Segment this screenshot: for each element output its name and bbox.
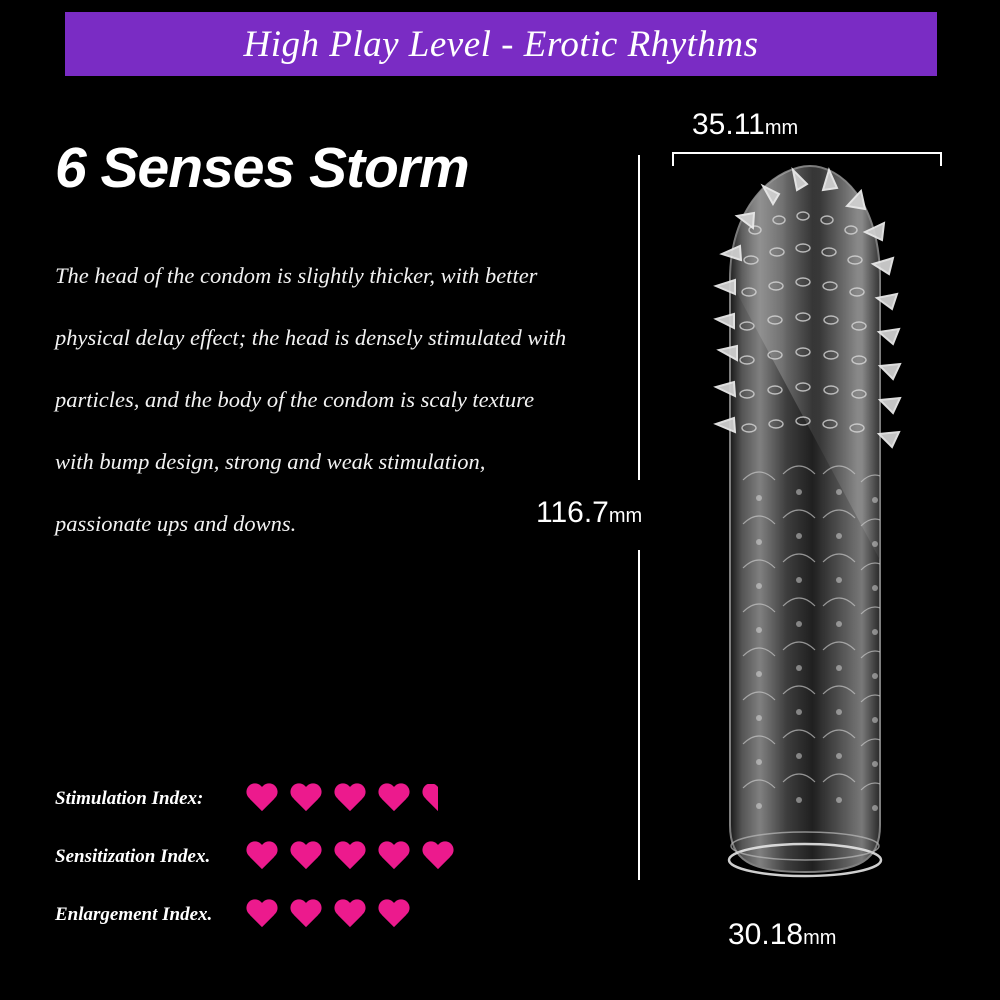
dimension-top-line: [672, 152, 942, 154]
index-row-sensitization: [55, 828, 575, 886]
dimension-bottom-value: 30.18: [728, 918, 804, 951]
heart-rating-sensitization: [245, 842, 455, 872]
index-ratings: [55, 770, 575, 944]
heart-half-icon: [421, 784, 438, 814]
textured-sleeve-illustration: [655, 160, 935, 885]
product-info-column: [55, 136, 615, 555]
heart-rating-stimulation: [245, 784, 438, 814]
heart-icon: [333, 784, 367, 814]
index-label: Stimulation Index:: [55, 788, 204, 809]
dimension-top-value: 35.11: [692, 108, 765, 141]
dimension-top-unit: mm: [764, 117, 799, 139]
heart-icon: [333, 842, 367, 872]
index-row-enlargement: [55, 886, 575, 944]
dimension-side-unit: mm: [608, 505, 643, 527]
banner-title: High Play Level - Erotic Rhythms: [243, 23, 759, 65]
product-image: [655, 160, 935, 885]
heart-icon: [333, 900, 367, 930]
heart-icon: [289, 900, 323, 930]
header-banner: [65, 12, 937, 76]
product-description: The head of the condom is slightly thicker, with better physical delay effect; the head is densely stimulated with particles, and the body of the condom is scaly texture with bump design, strong and weak stimulation, passionate ups and downs.: [55, 263, 567, 536]
heart-icon: [377, 784, 411, 814]
heart-icon: [377, 900, 411, 930]
heart-icon: [245, 784, 279, 814]
heart-rating-enlargement: [245, 900, 411, 930]
heart-icon: [245, 842, 279, 872]
dimension-side-value: 116.7: [536, 496, 609, 529]
heart-icon: [289, 784, 323, 814]
index-row-stimulation: [55, 770, 575, 828]
heart-icon: [377, 842, 411, 872]
page-title: 6 Senses Storm: [55, 136, 469, 200]
dimension-top-label: [692, 108, 798, 142]
heart-icon: [289, 842, 323, 872]
index-label: Enlargement Index.: [55, 904, 213, 925]
dimension-side-label: [536, 496, 642, 530]
heart-icon: [421, 842, 455, 872]
dimension-bottom-unit: mm: [803, 927, 837, 949]
index-label: Sensitization Index.: [55, 846, 211, 867]
dimension-top-tick-right: [940, 152, 942, 166]
heart-icon: [245, 900, 279, 930]
dimension-bottom-label: [728, 918, 836, 952]
